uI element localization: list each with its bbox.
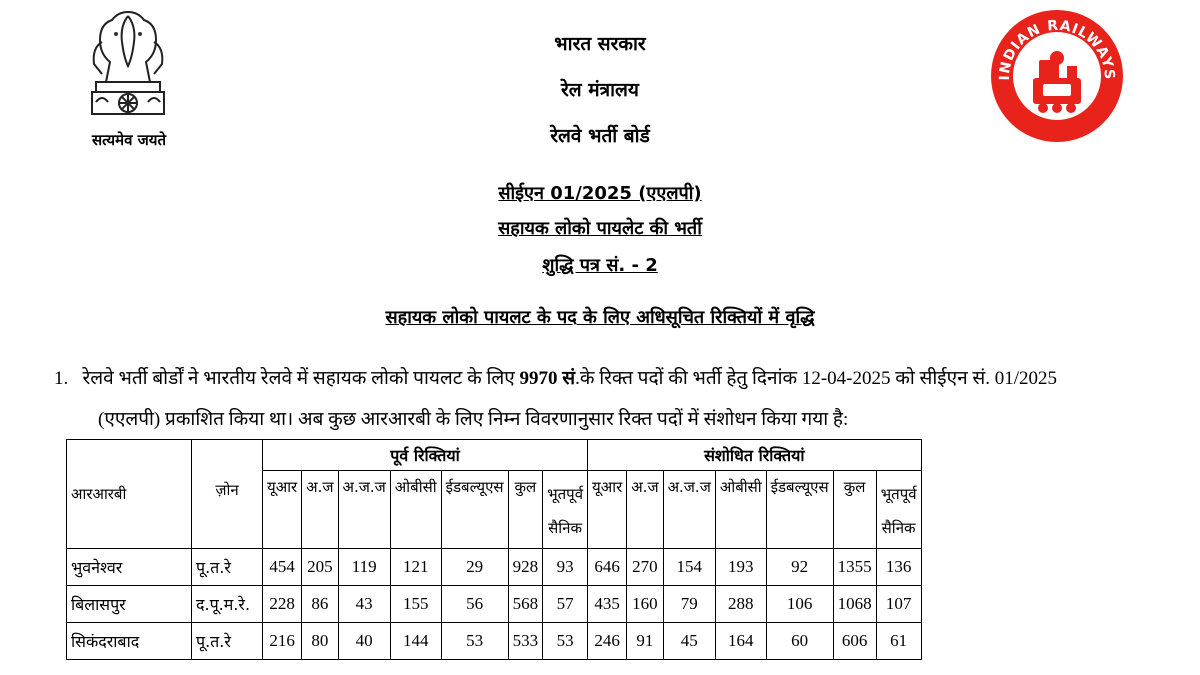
corrigendum-number: शुद्धि पत्र सं. - 2	[542, 255, 658, 276]
group-header-previous: पूर्व रिक्तियां	[263, 440, 588, 471]
cell-value: 160	[627, 586, 663, 623]
cell-value: 107	[876, 586, 921, 623]
cell-value: 91	[627, 623, 663, 660]
recruitment-title: सहायक लोको पायलेट की भर्ती	[498, 218, 702, 239]
emblem-motto: सत्यमेव जयते	[91, 131, 167, 149]
cell-value: 79	[663, 586, 715, 623]
cell-value: 646	[588, 549, 627, 586]
cell-value: 136	[876, 549, 921, 586]
col-header-ews-rev: ईडबल्यूएस	[766, 471, 833, 549]
subject-line: सहायक लोको पायलट के पद के लिए अधिसूचित रिक्तियों में वृद्धि	[385, 307, 815, 328]
col-header-sc: अ.ज	[302, 471, 338, 549]
paragraph-text-1: रेलवे भर्ती बोर्डों ने भारतीय रेलवे में सहायक लोको पायलट के लिए	[82, 368, 515, 389]
cell-value: 60	[766, 623, 833, 660]
col-header-ews: ईडबल्यूएस	[441, 471, 508, 549]
cell-value: 57	[543, 586, 588, 623]
paragraph-number: 1.	[54, 368, 69, 389]
cell-value: 246	[588, 623, 627, 660]
cell-value: 606	[833, 623, 876, 660]
cell-value: 154	[663, 549, 715, 586]
cell-value: 228	[263, 586, 302, 623]
cell-value: 61	[876, 623, 921, 660]
header-rail-mantralay: रेल मंत्रालय	[561, 79, 639, 101]
cell-value: 121	[390, 549, 441, 586]
col-header-ur-rev: यूआर	[588, 471, 627, 549]
cell-value: 56	[441, 586, 508, 623]
table-row	[67, 549, 922, 586]
header-rrb: रेलवे भर्ती बोर्ड	[550, 125, 650, 147]
cell-value: 454	[263, 549, 302, 586]
cell-value: 53	[543, 623, 588, 660]
ex-line-1-rev: भूतपूर्व	[880, 485, 917, 503]
cell-value: 43	[338, 586, 390, 623]
cell-value: 80	[302, 623, 338, 660]
cell-value: 93	[543, 549, 588, 586]
col-header-ur: यूआर	[263, 471, 302, 549]
cell-value: 435	[588, 586, 627, 623]
cell-value: 164	[715, 623, 766, 660]
cell-value: 92	[766, 549, 833, 586]
group-header-revised: संशोधित रिक्तियां	[588, 440, 922, 471]
paragraph-text-1-rest: .के रिक्त पदों की भर्ती हेतु दिनांक 12-04-2025 को सीईएन सं. 01/2025	[575, 368, 1058, 389]
cell-zone: पू.त.रे	[192, 623, 263, 660]
cell-value: 119	[338, 549, 390, 586]
cell-value: 53	[441, 623, 508, 660]
cell-value: 205	[302, 549, 338, 586]
cell-value: 216	[263, 623, 302, 660]
cell-rrb: बिलासपुर	[67, 586, 192, 623]
vacancy-count: 9970 सं	[519, 368, 576, 389]
col-header-st: अ.ज.ज	[338, 471, 390, 549]
table-row	[67, 586, 922, 623]
cell-value: 193	[715, 549, 766, 586]
vacancy-table	[66, 439, 922, 660]
col-header-total: कुल	[508, 471, 543, 549]
col-header-ex-servicemen-rev	[876, 471, 921, 549]
cell-value: 1068	[833, 586, 876, 623]
logo-text: INDIAN RAILWAYS	[996, 17, 1118, 81]
ex-line-2-rev: सैनिक	[881, 519, 916, 537]
col-header-obc: ओबीसी	[390, 471, 441, 549]
cell-value: 29	[441, 549, 508, 586]
col-header-obc-rev: ओबीसी	[715, 471, 766, 549]
lion-capital-icon	[72, 2, 184, 130]
col-header-ex-servicemen	[543, 471, 588, 549]
cell-value: 40	[338, 623, 390, 660]
col-header-st-rev: अ.ज.ज	[663, 471, 715, 549]
cell-value: 288	[715, 586, 766, 623]
paragraph-line-1	[54, 364, 1057, 390]
cell-rrb: सिकंदराबाद	[67, 623, 192, 660]
cell-rrb: भुवनेश्वर	[67, 549, 192, 586]
ex-line-1: भूतपूर्व	[547, 485, 584, 503]
paragraph-line-2: (एएलपी) प्रकाशित किया था। अब कुछ आरआरबी के लिए निम्न विवरणानुसार रिक्त पदों में संशोधन किया गया है:	[98, 409, 849, 430]
col-header-zone: ज़ोन	[192, 440, 263, 549]
cell-value: 144	[390, 623, 441, 660]
ex-line-2: सैनिक	[548, 519, 582, 537]
cell-value: 533	[508, 623, 543, 660]
cell-value: 568	[508, 586, 543, 623]
cell-zone: द.पू.म.रे.	[192, 586, 263, 623]
cell-value: 1355	[833, 549, 876, 586]
cell-value: 155	[390, 586, 441, 623]
col-header-total-rev: कुल	[833, 471, 876, 549]
col-header-sc-rev: अ.ज	[627, 471, 663, 549]
cell-value: 86	[302, 586, 338, 623]
col-header-rrb: आरआरबी	[67, 440, 192, 549]
cell-zone: पू.त.रे	[192, 549, 263, 586]
table-row	[67, 623, 922, 660]
cen-number: सीईएन 01/2025 (एएलपी)	[498, 183, 702, 204]
cell-value: 106	[766, 586, 833, 623]
header-bharat-sarkar: भारत सरकार	[554, 33, 646, 55]
cell-value: 270	[627, 549, 663, 586]
cell-value: 928	[508, 549, 543, 586]
cell-value: 45	[663, 623, 715, 660]
